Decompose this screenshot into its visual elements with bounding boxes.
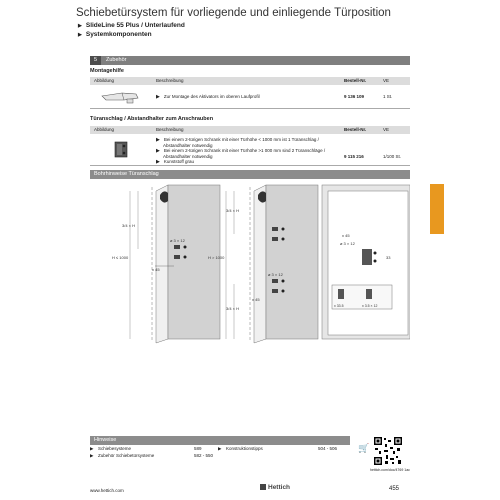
hinweise-row	[90, 452, 350, 459]
qr-caption: hettich.com/doc/4769 1ac	[370, 468, 410, 472]
hinweise-row	[90, 445, 350, 452]
col-ve: VE	[383, 78, 390, 83]
chapter-tab	[430, 184, 444, 234]
page-title: Schiebetürsystem für vorliegende und einliegende Türposition	[76, 7, 391, 19]
montagehilfe-title: Montagehilfe	[90, 68, 124, 74]
fig2-dist: x 45	[252, 297, 260, 302]
ve-value: 1/100 St.	[383, 154, 402, 159]
hinweis-page: 504 - 506	[318, 446, 338, 451]
figure-1	[112, 185, 220, 343]
col-ve: VE	[383, 127, 390, 132]
montagehilfe-table	[90, 77, 410, 109]
desc-line	[156, 159, 194, 165]
hinweis-link[interactable]: Konstruktionstipps	[226, 446, 263, 451]
fig3-dim-mid: ø 3 × 12	[340, 241, 355, 246]
tuerschlag-title: Türanschlag / Abstandhalter zum Anschrauben	[90, 116, 214, 122]
col-abbildung: Abbildung	[94, 78, 115, 83]
hinweis-page: 582 - 550	[194, 453, 214, 458]
order-number: 9 136 109	[344, 94, 365, 99]
hettich-logo	[260, 484, 290, 491]
hinweise-box	[90, 436, 350, 459]
fig2-height-label: H > 1000	[208, 255, 225, 260]
breadcrumb-1	[78, 22, 185, 29]
qr-code[interactable]	[373, 436, 403, 466]
tuerschlag-image	[112, 140, 132, 160]
desc-line-text: Kunststoff grau	[163, 159, 195, 164]
breadcrumb-1-label: SlideLine 55 Plus / Unterlaufend	[85, 22, 185, 29]
breadcrumb-2	[78, 31, 152, 38]
drilling-diagram	[90, 179, 410, 346]
table-row	[90, 134, 410, 166]
montagehilfe-image	[100, 90, 140, 104]
table-header	[90, 77, 410, 85]
hinweise-title: Hinweise	[90, 436, 350, 445]
desc-line: Abstandhalter notwendig	[163, 153, 213, 159]
fig1-dist: x 45	[152, 267, 160, 272]
table-header	[90, 126, 410, 134]
col-bestell-nr: Bestell-Nr.	[344, 78, 367, 83]
col-abbildung: Abbildung	[94, 127, 115, 132]
col-bestell-nr: Bestell-Nr.	[344, 127, 367, 132]
fig1-drill: ø 3 × 12	[170, 238, 185, 243]
fig3-dim-side: 33	[386, 255, 391, 260]
fig3-dim-top: x 45	[342, 233, 350, 238]
link-triangle-icon: ▶	[90, 453, 94, 458]
triangle-icon: ▶	[156, 94, 160, 100]
col-beschreibung: Beschreibung	[156, 127, 184, 132]
desc-line: Abstandhalter notwendig	[163, 142, 213, 148]
footer-url[interactable]: www.hettich.com	[90, 488, 124, 493]
section-bar	[90, 56, 410, 65]
triangle-icon: ▶	[156, 148, 160, 154]
fig2-offset-top: 3/4 × H	[226, 208, 240, 213]
drilling-figures	[90, 179, 410, 346]
triangle-icon: ▶	[78, 23, 82, 29]
logo-text: Hettich	[268, 484, 291, 491]
breadcrumb-2-label: Systemkomponenten	[85, 31, 152, 38]
desc-line-text: Bei einem 2-türigen Schrank mit einer Türhöhe < 1000 mm ist 1 Türanschlag /	[163, 137, 319, 142]
link-triangle-icon: ▶	[90, 446, 94, 451]
link-triangle-icon: ▶	[218, 446, 222, 451]
fig1-offset: 3/4 × H	[122, 223, 136, 228]
fig2-drill: ø 3 × 12	[268, 272, 283, 277]
fig1-height-label: H ≤ 1000	[112, 255, 129, 260]
desc-line-text: Bei einem 2-türigen Schrank mit einer Türhöhe >1 000 mm sind 2 Türanschläge /	[163, 148, 326, 153]
bohrhinweise-bar: Bohrhinweise Türanschlag	[90, 170, 410, 179]
section-label: Zubehör	[106, 57, 127, 63]
figure-2	[208, 185, 318, 343]
fig3-dim-a: x 33.5	[334, 304, 344, 308]
triangle-icon: ▶	[156, 137, 160, 143]
hinweis-page: 589	[194, 446, 202, 451]
triangle-icon: ▶	[156, 159, 160, 165]
montagehilfe-description: Zur Montage des Aktivators im oberen Laufprofil	[163, 94, 260, 99]
figure-3	[322, 185, 410, 339]
table-row	[90, 85, 410, 109]
order-number: 9 115 216	[344, 154, 364, 159]
section-number: 5	[90, 56, 101, 65]
triangle-icon: ▶	[78, 32, 82, 38]
hinweis-link[interactable]: Schiebesysteme	[98, 446, 132, 451]
tuerschlag-table	[90, 126, 410, 166]
hinweis-link[interactable]: Zubehör Schiebetürsysteme	[98, 453, 155, 458]
col-beschreibung: Beschreibung	[156, 78, 184, 83]
fig3-dim-b: x 3.5 × 12	[362, 304, 378, 308]
row-description	[156, 94, 260, 100]
cart-icon[interactable]: 🛒	[358, 443, 370, 453]
page-number: 455	[389, 486, 400, 492]
ve-value: 1 St.	[383, 94, 393, 99]
fig2-offset-bottom: 3/4 × H	[226, 306, 240, 311]
logo-mark-icon	[260, 484, 266, 490]
